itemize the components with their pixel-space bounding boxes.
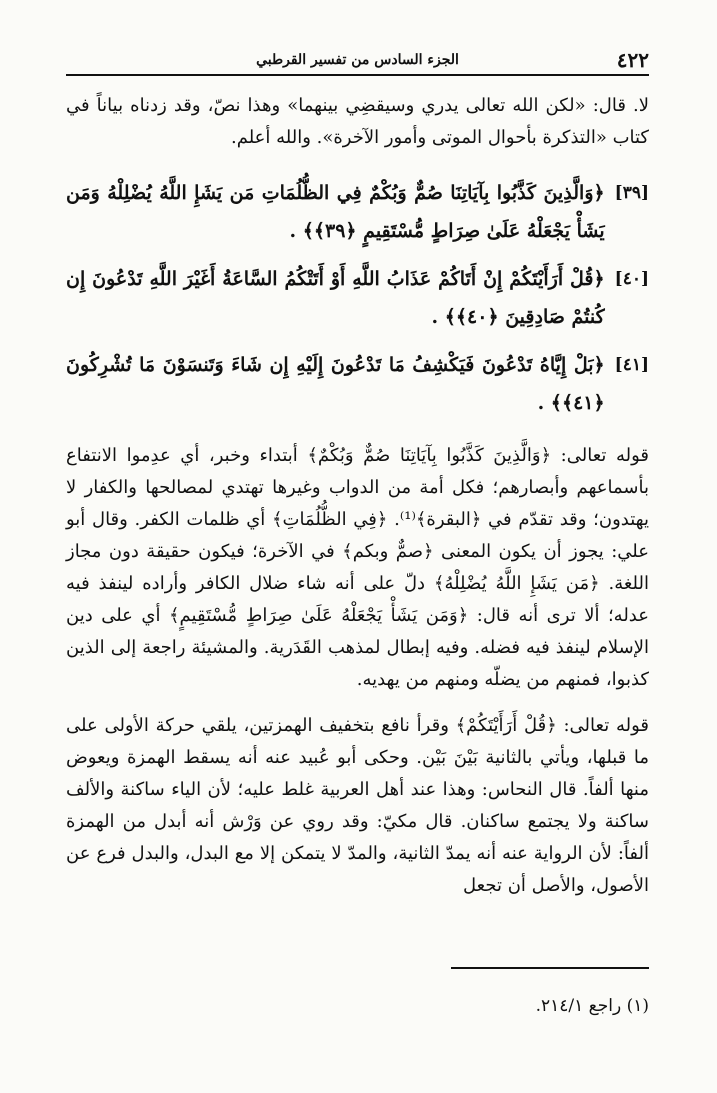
- commentary: [66, 440, 649, 902]
- verse-text: ﴿بَلْ إِيَّاهُ تَدْعُونَ فَيَكْشِفُ مَا تَدْعُونَ إِلَيْهِ إِن شَاءَ وَتَنسَوْنَ مَا تُشْرِكُونَ ﴿٤١﴾﴾ .: [66, 354, 605, 414]
- verse-number: [٤١]: [614, 355, 649, 375]
- header-rule: [66, 74, 649, 76]
- page-number: ٤٢٢: [616, 48, 649, 72]
- verse-40: [66, 260, 649, 336]
- verse-number: [٤٠]: [614, 269, 649, 289]
- commentary-paragraph: قوله تعالى: ﴿قُلْ أَرَأَيْتَكُمْ﴾ وقرأ نافع بتخفيف الهمزتين، يلقي حركة الأولى على ما قبلها، ويأتي بالثانية بَيْنَ بَيْن. وحكى أبو عُبيد عنه أنه يسقط الهمزة ويعوض منها ألفاً. قال النحاس: وهذا عند أهل العربية غلط عليه؛ لأن الياء ساكنة والألف ساكنة ولا يجتمع ساكنان. قال مكيّ: وقد روي عن وَرْش أنه أبدل من الهمزة ألفاً: لأن الرواية عنه أنه يمدّ الثانية، والمدّ لا يتمكن إلا مع البدل، والبدل فرع عن الأصول، والأصل أن تجعل: [66, 715, 649, 896]
- verse-number: [٣٩]: [614, 183, 649, 203]
- verse-text: ﴿قُلْ أَرَأَيْتَكُمْ إِنْ أَتَاكُمْ عَذَابُ اللَّهِ أَوْ أَتَتْكُمُ السَّاعَةُ أَغَيْرَ اللَّهِ تَدْعُونَ إِن كُنتُمْ صَادِقِينَ ﴿٤٠﴾﴾ .: [66, 268, 605, 328]
- verse-39: [66, 174, 649, 250]
- intro-paragraph: لا. قال: «لكن الله تعالى يدري وسيقضِي بينهما» وهذا نصّ، وقد زدناه بياناً في كتاب «التذكرة بأحوال الموتى وأمور الآخرة». والله أعلم.: [66, 95, 649, 148]
- page-body: [66, 90, 649, 916]
- running-title: الجزء السادس من تفسير القرطبي: [256, 52, 459, 68]
- footnote-separator: [451, 967, 649, 969]
- verse-41: [66, 346, 649, 422]
- verse-text: ﴿وَالَّذِينَ كَذَّبُوا بِآيَاتِنَا صُمٌّ وَبُكْمٌ فِي الظُّلُمَاتِ مَن يَشَإِ اللَّهُ يُضْلِلْهُ وَمَن يَشَأْ يَجْعَلْهُ عَلَىٰ صِرَاطٍ مُّسْتَقِيمٍ ﴿٣٩﴾﴾ .: [66, 182, 605, 242]
- commentary-paragraph: قوله تعالى: ﴿وَالَّذِينَ كَذَّبُوا بِآيَاتِنَا صُمٌّ وَبُكْمٌ﴾ أبتداء وخبر، أي عدِموا الانتفاع بأسماعهم وأبصارهم؛ فكل أمة من الدواب وغيرها تهتدي لمصالحها والكفار لا يهتدون؛ وقد تقدّم في ﴿البقرة﴾⁽¹⁾. ﴿فِي الظُّلُمَاتِ﴾ أي ظلمات الكفر. وقال أبو علي: يجوز أن يكون المعنى ﴿صمٌّ وبكم﴾ في الآخرة؛ فيكون حقيقة دون مجاز اللغة. ﴿مَن يَشَإِ اللَّهُ يُضْلِلْهُ﴾ دلّ على أنه شاء ضلال الكافر وأراده لينفذ فيه عدله؛ ألا ترى أنه قال: ﴿وَمَن يَشَأْ يَجْعَلْهُ عَلَىٰ صِرَاطٍ مُّسْتَقِيمٍ﴾ أي على دين الإسلام لينفذ فيه فضله. وفيه إبطال لمذهب القَدَرية. والمشيئة راجعة إلى الذين كذبوا، فمنهم من يضلّه ومنهم من يهديه.: [66, 445, 649, 690]
- page-header: [66, 40, 649, 76]
- footnote: (١) راجع ٢١٤/١.: [535, 996, 649, 1016]
